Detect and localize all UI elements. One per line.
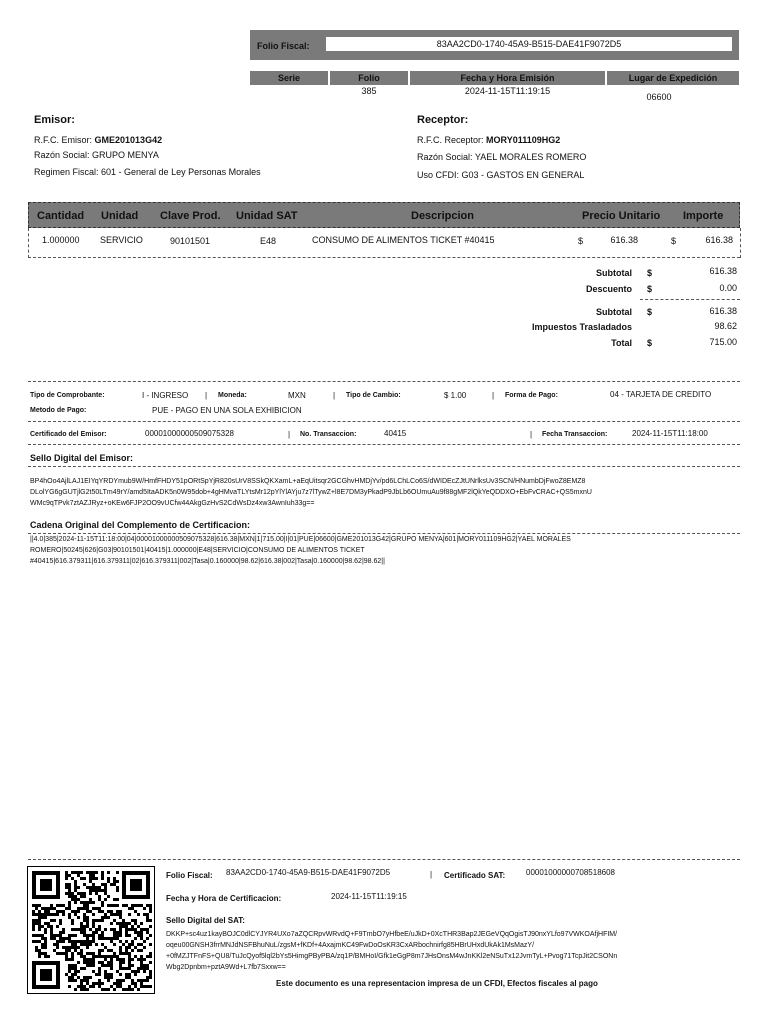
metodo-pago-value: PUE - PAGO EN UNA SOLA EXHIBICION (152, 406, 302, 415)
forma-pago-value: 04 - TARJETA DE CREDITO (610, 390, 712, 399)
col-descripcion: Descripcion (411, 210, 474, 222)
row-importe-currency: $ (671, 236, 677, 246)
totals-divider (640, 299, 740, 300)
emisor-rfc (34, 135, 162, 145)
receptor-razon: Razón Social: YAEL MORALES ROMERO (417, 152, 587, 162)
fecha-emision-value: 2024-11-15T11:19:15 (464, 86, 551, 96)
tipo-comprobante-value: I - INGRESO (142, 391, 189, 400)
subtotal2-value: 616.38 (709, 306, 737, 316)
moneda-label: Moneda: (218, 392, 247, 399)
row-precio: 616.38 (610, 235, 638, 245)
qr-code-graphic (28, 867, 154, 993)
disclaimer: Este documento es una representacion impresa de un CFDI, Efectos fiscales al pago (276, 979, 598, 988)
cadena-line: ||4.0|385|2024-11-15T11:18:00|04|00001000000509075328|616.38|MXN|1|715.00|I|01|PUE|06600|GME201013G42|GRUPO MENYA|601|MORY011109HG2|YAEL MORALES (30, 536, 571, 543)
sello-emisor-line: WMc9qTPvk7ztAZJRyz+oKEw6FJP2OO9vUCfw44AkgGzHvS2CdWsDz4xw3AwnIuh33g== (30, 500, 315, 507)
row-descripcion: CONSUMO DE ALIMENTOS TICKET #40415 (312, 235, 495, 245)
no-transaccion-label: No. Transaccion: (300, 431, 357, 438)
col-precio-unitario: Precio Unitario (582, 210, 661, 222)
folio-fiscal-label: Folio Fiscal: (257, 41, 310, 51)
fecha-transaccion-value: 2024-11-15T11:18:00 (632, 429, 708, 438)
receptor-rfc-value: MORY011109HG2 (486, 135, 561, 145)
row-precio-currency: $ (578, 236, 584, 246)
cadena-line: #40415|616.379311|616.379311|02|616.379311|002|Tasa|0.160000|98.62|616.38|002|Tasa|0.160000|98.62|98.62|| (30, 558, 385, 565)
sello-emisor-divider (28, 466, 740, 467)
emisor-razon: Razón Social: GRUPO MENYA (34, 150, 159, 160)
sello-sat-line: +0fMZJTFnFS+QU8/TuJcQyof5lql2bYs5HimgPByPBA/zq1P/BMHoI/Gfk1eGgP8m7JHsOnsM4wJnKKl2eNSuTx12JvmTyL+Pvog71TcpJit2CSONn (166, 953, 618, 960)
lugar-expedicion-value: 06600 (646, 92, 672, 102)
metodo-pago-label: Metodo de Pago: (30, 407, 87, 414)
folio-value: 385 (361, 86, 377, 96)
info-mid-divider (28, 421, 740, 422)
receptor-rfc (417, 135, 560, 145)
info-sep-1: | (205, 391, 208, 400)
cert-sat-value: 00001000000708518608 (526, 868, 615, 877)
row-clave: 90101501 (170, 236, 211, 246)
tipo-comprobante-label: Tipo de Comprobante: (30, 392, 105, 399)
fecha-cert-label: Fecha y Hora de Certificacion: (166, 894, 282, 903)
subtotal2-label: Subtotal (596, 307, 632, 317)
receptor-uso-cfdi: Uso CFDI: G03 - GASTOS EN GENERAL (417, 170, 585, 180)
receptor-title: Receptor: (417, 114, 469, 126)
sello-sat-label: Sello Digital del SAT: (166, 916, 245, 925)
row-unidad-sat: E48 (260, 236, 277, 246)
info-bottom-divider (28, 444, 740, 445)
moneda-value: MXN (288, 391, 306, 400)
folio-fiscal-bar (250, 30, 739, 60)
emisor-rfc-value: GME201013G42 (94, 135, 163, 145)
folio-header: Folio (330, 71, 408, 85)
info-sep-2: | (333, 391, 336, 400)
col-clave-prod: Clave Prod. (160, 210, 221, 222)
info-top-divider (28, 381, 740, 382)
folio-fiscal-value: 83AA2CD0-1740-45A9-B515-DAE41F9072D5 (326, 37, 732, 51)
row-cantidad: 1.000000 (42, 235, 80, 245)
items-table-header (28, 202, 740, 228)
fecha-cert-value: 2024-11-15T11:19:15 (331, 892, 407, 901)
cadena-line: ROMERO|50245|626|G03|90101501|40415|1.000000|E48|SERVICIO|CONSUMO DE ALIMENTOS TICKET (30, 547, 365, 554)
subtotal-label: Subtotal (596, 268, 632, 278)
sello-sat-line: oqeu00GNSH3frrMNJdNSFBhuNuL/zgsM+fKDf+4AxajmKC49FwDoOsKR3CxARbochnirfg85HBrUHxdUkAk1MsMazY/ (166, 942, 535, 949)
tipo-cambio-value: $ 1.00 (444, 391, 467, 400)
sello-emisor-line: DLolYG6gGUTjlG2t50LTm49rY/amd5ItaADK5n0W95dob+4gHMvaTLYtsMr12pYlYlAYju7z7lTywZ+l8E7DM3yPkadP9JbLb6OUmuAu9f88gMF2lQkYeQDDXO+EbFvCRAC+QS5mxnU (30, 489, 592, 496)
sello-emisor-text (30, 476, 740, 509)
emisor-regimen: Regimen Fiscal: 601 - General de Ley Personas Morales (34, 167, 261, 177)
descuento-value: 0.00 (719, 283, 737, 293)
col-importe: Importe (683, 210, 724, 222)
lugar-expedicion-header: Lugar de Expedición (607, 71, 739, 85)
subtotal2-currency: $ (647, 307, 653, 317)
forma-pago-label: Forma de Pago: (505, 392, 558, 399)
serie-header: Serie (250, 71, 328, 85)
col-cantidad: Cantidad (37, 210, 85, 222)
footer-folio-value: 83AA2CD0-1740-45A9-B515-DAE41F9072D5 (226, 868, 391, 877)
row-unidad: SERVICIO (100, 235, 143, 245)
items-right-border (740, 228, 741, 258)
emisor-title: Emisor: (34, 114, 75, 126)
total-label: Total (611, 338, 632, 348)
footer-sep: | (430, 870, 433, 879)
info-sep-5: | (530, 430, 533, 439)
receptor-rfc-label: R.F.C. Receptor: (417, 135, 484, 145)
row-importe: 616.38 (705, 235, 733, 245)
cert-emisor-label: Certificado del Emisor: (30, 431, 107, 438)
subtotal-value: 616.38 (709, 266, 737, 276)
info-sep-4: | (288, 430, 291, 439)
fecha-transaccion-label: Fecha Transaccion: (542, 431, 608, 438)
sello-emisor-title: Sello Digital del Emisor: (30, 453, 134, 463)
info-sep-3: | (492, 391, 495, 400)
impuestos-value: 98.62 (714, 321, 737, 331)
footer-folio-label: Folio Fiscal: (166, 871, 213, 880)
cadena-original-text (30, 534, 740, 567)
tipo-cambio-label: Tipo de Cambio: (346, 392, 401, 399)
subtotal-currency: $ (647, 268, 653, 278)
total-value: 715.00 (709, 337, 737, 347)
cert-emisor-value: 00001000000509075328 (145, 429, 234, 438)
items-bottom-border (28, 257, 740, 258)
col-unidad-sat: Unidad SAT (236, 210, 298, 222)
emisor-rfc-label: R.F.C. Emisor: (34, 135, 93, 145)
fecha-emision-header: Fecha y Hora Emisión (410, 71, 605, 85)
cadena-original-title: Cadena Original del Complemento de Certificacion: (30, 520, 251, 530)
descuento-currency: $ (647, 284, 653, 294)
qr-code (27, 866, 155, 994)
sello-sat-line: Wbg2Dpnbm+pztA9Wd+L7fb7Sxxw== (166, 964, 286, 971)
cert-sat-label: Certificado SAT: (444, 871, 506, 880)
total-currency: $ (647, 338, 653, 348)
sello-emisor-line: BP4hOo4AjlLAJ1EIYqYRDYmub9W/HmfFHDY51pORtSpYjR820sUrV8SSkQKXamL+aEqUitsqr2GCGhvHMDjYv/pd6LChLCo6S/dWIDEcZJtUNrlksUv3SCN/HNumbDjFwoZ8EMZ8 (30, 478, 586, 485)
items-left-border (28, 228, 29, 258)
impuestos-label: Impuestos Trasladados (531, 322, 632, 332)
sello-sat-text (166, 929, 736, 973)
footer-divider (28, 859, 740, 860)
sello-sat-line: DKKP+sc4uz1kayBOJC0dlCYJYR4UXo7aZQCRpvWRvdQ+F9TmbO7yHfbeE/uJkD+0XcTHR3Bap2JEGeVQqOgisTJ90nxYLfo97VWKOAfjHFIM/ (166, 931, 618, 938)
descuento-label: Descuento (585, 284, 632, 294)
no-transaccion-value: 40415 (384, 429, 407, 438)
col-unidad: Unidad (101, 210, 139, 222)
